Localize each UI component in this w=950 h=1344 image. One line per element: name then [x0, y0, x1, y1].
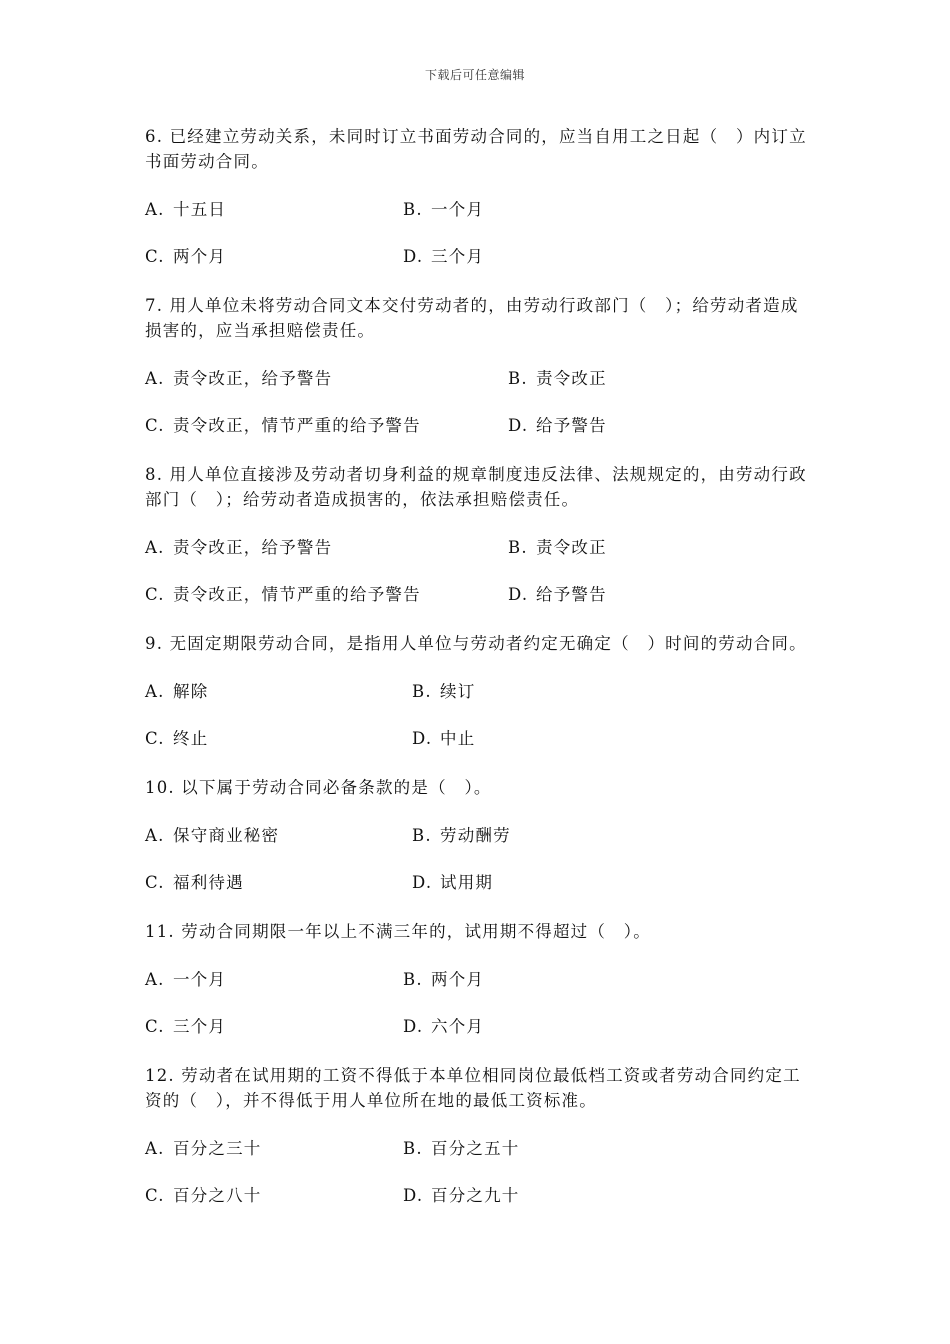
option-c: C. 百分之八十: [145, 1186, 262, 1205]
option-row: [145, 537, 810, 559]
option-row: [145, 1185, 810, 1207]
question-7: [145, 293, 810, 437]
option-row: [145, 1138, 810, 1160]
option-b: B. 续订: [412, 682, 476, 701]
option-d: D. 试用期: [412, 873, 494, 892]
option-c: C. 两个月: [145, 247, 227, 266]
option-d: D. 给予警告: [508, 416, 607, 435]
option-a: A. 责令改正，给予警告: [145, 538, 333, 557]
header-note: 下载后可任意编辑: [424, 68, 525, 82]
option-row: [145, 969, 810, 991]
option-b: B. 劳动酬劳: [412, 826, 511, 845]
option-row: [145, 728, 810, 750]
question-stem: 12. 劳动者在试用期的工资不得低于本单位相同岗位最低档工资或者劳动合同约定工资的（ ），并不得低于用人单位所在地的最低工资标准。: [145, 1066, 801, 1110]
question-8: [145, 462, 810, 606]
option-a: A. 十五日: [145, 200, 227, 219]
option-row: [145, 825, 810, 847]
question-9: [145, 631, 810, 750]
option-b: B. 责令改正: [508, 538, 607, 557]
question-stem: 9. 无固定期限劳动合同，是指用人单位与劳动者约定无确定（ ）时间的劳动合同。: [145, 634, 807, 653]
option-a: A. 百分之三十: [145, 1139, 262, 1158]
question-12: [145, 1063, 810, 1207]
question-11: [145, 919, 810, 1038]
option-row: [145, 584, 810, 606]
option-a: A. 保守商业秘密: [145, 826, 280, 845]
option-row: [145, 246, 810, 268]
option-row: [145, 199, 810, 221]
option-row: [145, 368, 810, 390]
question-list: [145, 124, 810, 1232]
option-b: B. 两个月: [403, 970, 485, 989]
question-stem: 8. 用人单位直接涉及劳动者切身利益的规章制度违反法律、法规规定的，由劳动行政部门（ ）；给劳动者造成损害的，依法承担赔偿责任。: [145, 465, 807, 509]
question-stem: 6. 已经建立劳动关系，未同时订立书面劳动合同的，应当自用工之日起（ ）内订立书面劳动合同。: [145, 127, 807, 171]
option-c: C. 责令改正，情节严重的给予警告: [145, 585, 421, 604]
option-c: C. 终止: [145, 729, 209, 748]
option-d: D. 给予警告: [508, 585, 607, 604]
option-d: D. 三个月: [403, 247, 485, 266]
option-d: D. 六个月: [403, 1017, 485, 1036]
option-row: [145, 681, 810, 703]
option-c: C. 福利待遇: [145, 873, 244, 892]
question-stem: 11. 劳动合同期限一年以上不满三年的，试用期不得超过（ ）。: [145, 922, 651, 941]
option-d: D. 中止: [412, 729, 476, 748]
option-row: [145, 872, 810, 894]
option-a: A. 解除: [145, 682, 209, 701]
option-a: A. 一个月: [145, 970, 227, 989]
option-b: B. 百分之五十: [403, 1139, 520, 1158]
option-b: B. 一个月: [403, 200, 485, 219]
question-10: [145, 775, 810, 894]
option-row: [145, 415, 810, 437]
option-b: B. 责令改正: [508, 369, 607, 388]
option-d: D. 百分之九十: [403, 1186, 520, 1205]
question-stem: 7. 用人单位未将劳动合同文本交付劳动者的，由劳动行政部门（ ）；给劳动者造成损害的，应当承担赔偿责任。: [145, 296, 799, 340]
option-c: C. 责令改正，情节严重的给予警告: [145, 416, 421, 435]
option-row: [145, 1016, 810, 1038]
question-6: [145, 124, 810, 268]
option-a: A. 责令改正，给予警告: [145, 369, 333, 388]
option-c: C. 三个月: [145, 1017, 227, 1036]
question-stem: 10. 以下属于劳动合同必备条款的是（ ）。: [145, 778, 492, 797]
